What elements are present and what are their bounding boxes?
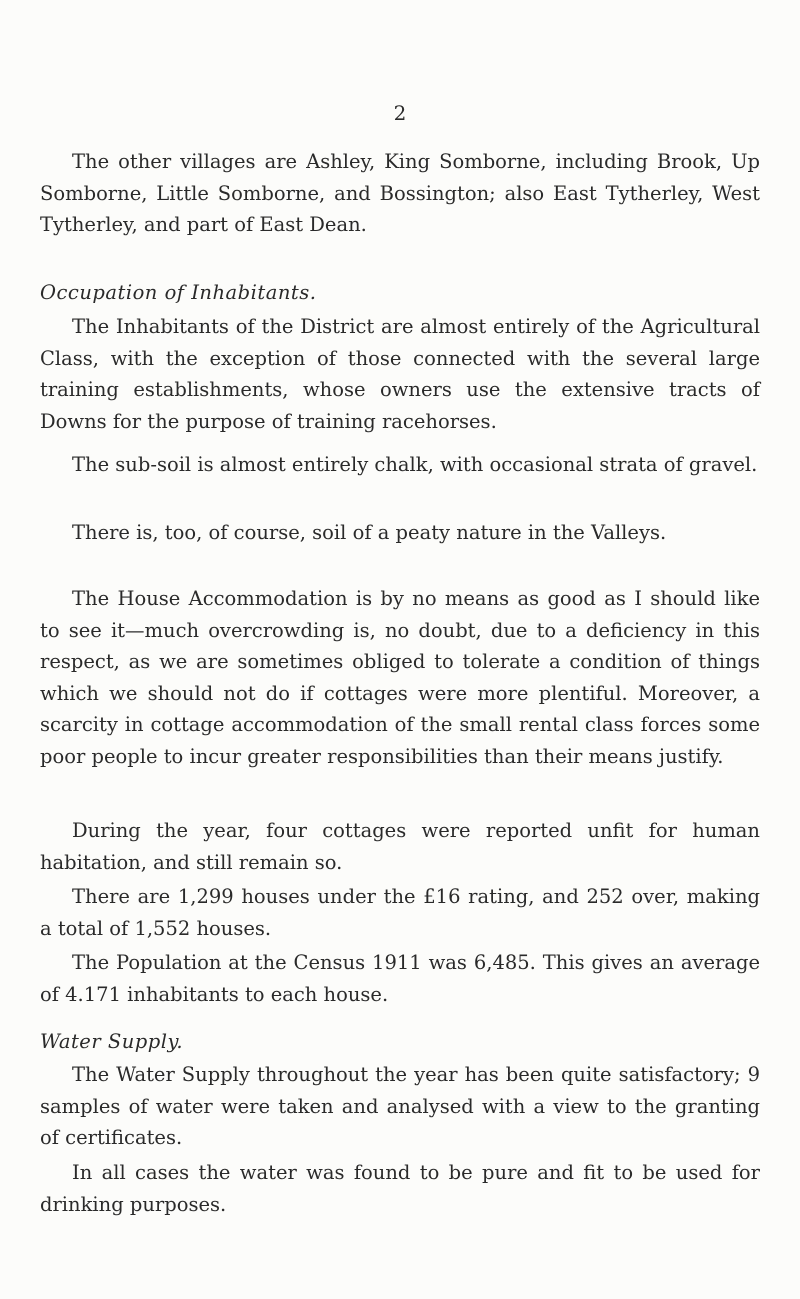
paragraph-villages: The other villages are Ashley, King Somborne, including Brook, Up Somborne, Little Somborne, and Bossington; also East Tytherley, West Tytherley, and part of East Dean. bbox=[40, 150, 760, 236]
paragraph-unfit-cottages: During the year, four cottages were reported unfit for human habitation, and still remain so. bbox=[40, 819, 760, 874]
heading-water-supply: Water Supply. bbox=[40, 1030, 184, 1053]
paragraph-water-supply: The Water Supply throughout the year has been quite satisfactory; 9 samples of water were taken and analysed with a view to the granting of certificates. bbox=[40, 1063, 760, 1149]
paragraph-house-accommodation: The House Accommodation is by no means as good as I should like to see it—much overcrowding is, no doubt, due to a deficiency in this respect, as we are sometimes obliged to tolerate a condition of things which we should not do if cottages were more plentiful. Moreover, a scarcity in cottage accommodation of the small rental class forces some poor people to incur greater responsibilities than their means justify. bbox=[40, 587, 760, 768]
paragraph-peaty: There is, too, of course, soil of a peaty nature in the Valleys. bbox=[72, 521, 667, 544]
heading-occupation: Occupation of Inhabitants. bbox=[40, 281, 317, 304]
paragraph-subsoil: The sub-soil is almost entirely chalk, with occasional strata of gravel. bbox=[72, 453, 758, 476]
paragraph-water-pure: In all cases the water was found to be pure and fit to be used for drinking purposes. bbox=[40, 1161, 760, 1216]
paragraph-population: The Population at the Census 1911 was 6,485. This gives an average of 4.171 inhabitants to each house. bbox=[40, 951, 760, 1006]
paragraph-houses-count: There are 1,299 houses under the £16 rating, and 252 over, making a total of 1,552 houses. bbox=[40, 885, 760, 940]
paragraph-occupation: The Inhabitants of the District are almost entirely of the Agricultural Class, with the exception of those connected with the several large training establishments, whose owners use the extensive tracts of Downs for the purpose of training racehorses. bbox=[40, 315, 760, 433]
page-number: 2 bbox=[393, 101, 407, 125]
